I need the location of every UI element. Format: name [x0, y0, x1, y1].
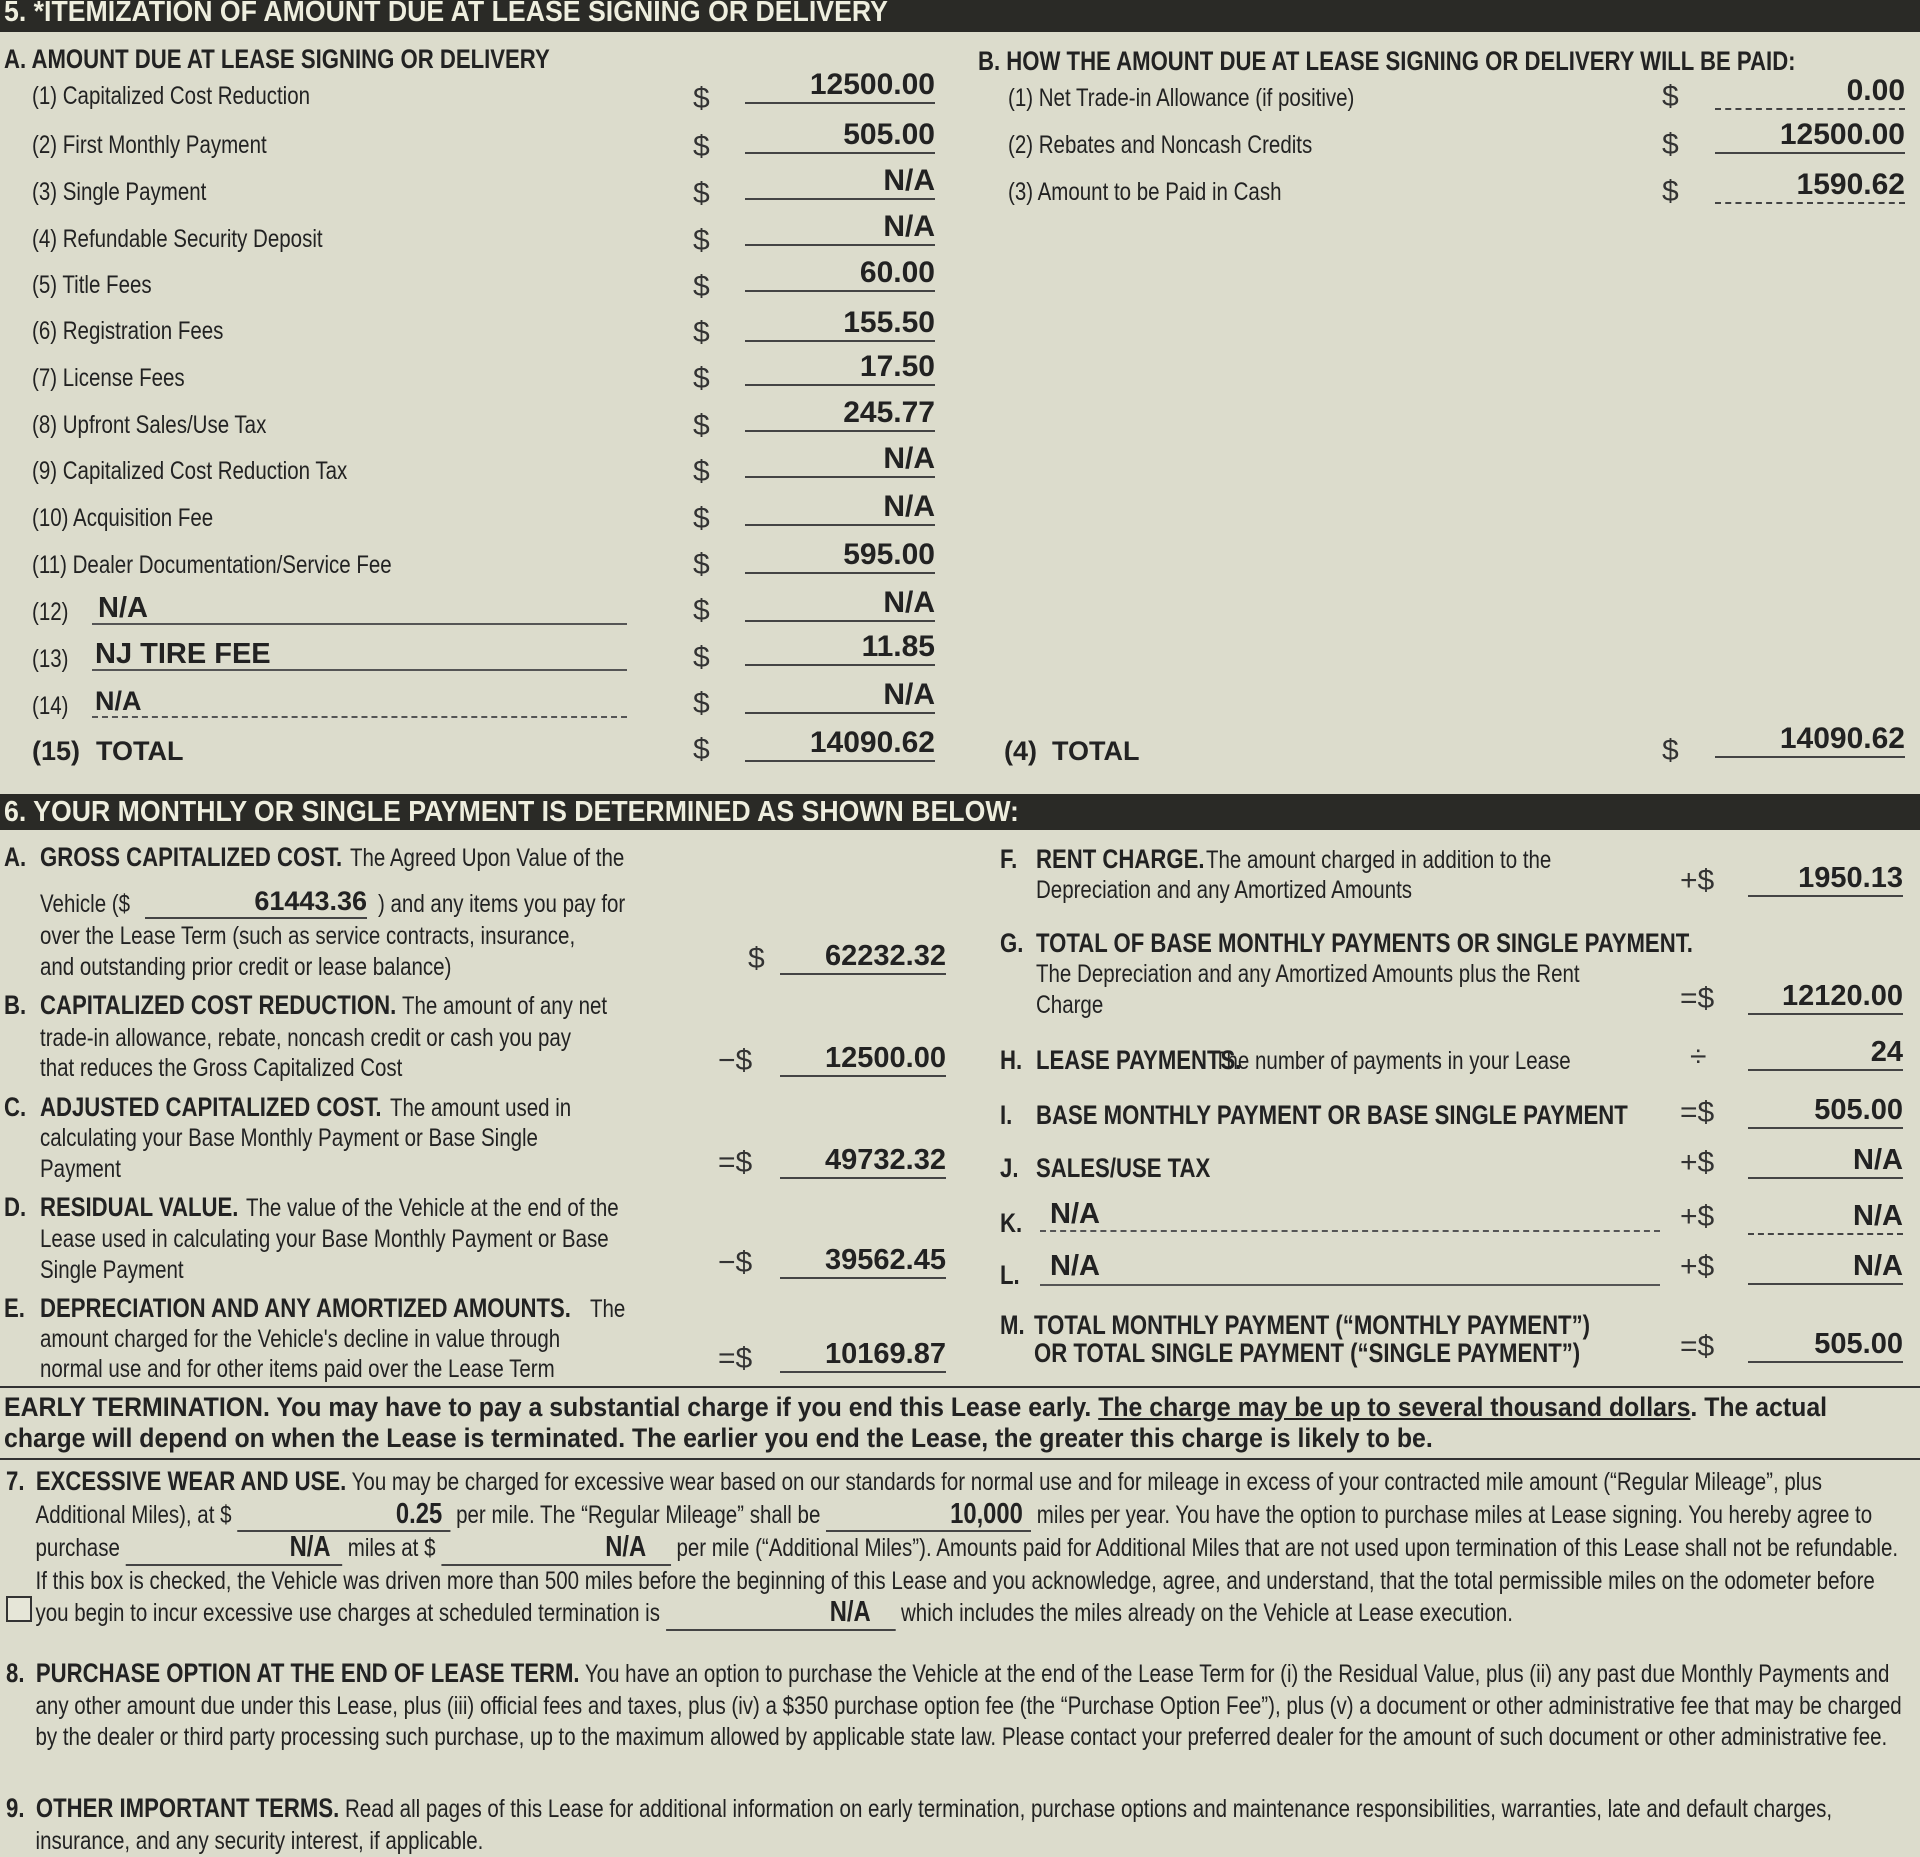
row-value: 60.00: [745, 256, 935, 292]
item-title: DEPRECIATION AND ANY AMORTIZED AMOUNTS.: [40, 1293, 571, 1323]
row-label: (3) Amount to be Paid in Cash: [1008, 178, 1282, 206]
row-value: 17.50: [745, 350, 935, 386]
item-title: TOTAL MONTHLY PAYMENT (“MONTHLY PAYMENT”): [1034, 1310, 1591, 1340]
item-text: amount charged for the Vehicle's decline in value through: [40, 1325, 561, 1353]
item-value: 62232.32: [780, 940, 946, 975]
item-value: 49732.32: [780, 1144, 946, 1179]
description-line: [1040, 1284, 1660, 1286]
row-value: 155.50: [745, 306, 935, 342]
row-label: (7) License Fees: [32, 364, 185, 392]
row-value: 12500.00: [745, 68, 935, 104]
item-value: N/A: [1748, 1144, 1903, 1179]
early-termination-underlined: The charge may be up to several thousand dollars: [1098, 1392, 1691, 1422]
description-line: [92, 623, 627, 625]
row-value: 11.85: [745, 630, 935, 666]
item-letter: I.: [1000, 1100, 1013, 1130]
dollar-sign: $: [693, 316, 710, 349]
row-label: (8) Upfront Sales/Use Tax: [32, 411, 267, 439]
item-value: 505.00: [1748, 1328, 1903, 1363]
item-title: RESIDUAL VALUE.: [40, 1192, 239, 1222]
operator: =$: [1680, 982, 1715, 1015]
section-5a-title: A. AMOUNT DUE AT LEASE SIGNING OR DELIVERY: [4, 44, 550, 74]
divider: [0, 1458, 1920, 1460]
item-title: GROSS CAPITALIZED COST.: [40, 842, 343, 872]
section-number: 7.: [6, 1466, 25, 1496]
item-text: The value of the Vehicle at the end of the: [246, 1194, 619, 1222]
section-title: OTHER IMPORTANT TERMS.: [35, 1793, 340, 1823]
item-letter: B.: [4, 990, 27, 1020]
early-termination-notice: [4, 1392, 1899, 1454]
purchase-rate: N/A: [441, 1532, 671, 1566]
item-value: N/A: [1748, 1200, 1903, 1235]
item-letter: A.: [4, 842, 27, 872]
mileage-rate: 0.25: [237, 1499, 450, 1533]
row-value: 12500.00: [1715, 118, 1905, 154]
item-title: BASE MONTHLY PAYMENT OR BASE SINGLE PAYMENT: [1036, 1100, 1628, 1130]
row-label: (4) Refundable Security Deposit: [32, 225, 323, 253]
dollar-sign: $: [693, 687, 710, 720]
item-letter: H.: [1000, 1045, 1023, 1075]
item-letter: F.: [1000, 844, 1018, 874]
row-value: N/A: [745, 442, 935, 478]
row-description: NJ TIRE FEE: [95, 638, 271, 670]
item-text: The amount charged in addition to the: [1206, 846, 1552, 874]
item-text: The Depreciation and any Amortized Amounts plus the Rent: [1036, 960, 1580, 988]
divider: [0, 1386, 1920, 1388]
dollar-sign: $: [1662, 734, 1679, 767]
item-letter: L.: [1000, 1260, 1020, 1290]
section-text: miles at $: [347, 1534, 436, 1562]
item-text: normal use and for other items paid over the Lease Term: [40, 1355, 555, 1383]
row-value: 245.77: [745, 396, 935, 432]
dollar-sign: $: [1662, 175, 1679, 208]
item-letter: C.: [4, 1092, 27, 1122]
row-label: (11) Dealer Documentation/Service Fee: [32, 551, 392, 579]
operator: +$: [1680, 864, 1715, 897]
item-letter: G.: [1000, 928, 1024, 958]
early-termination-text: EARLY TERMINATION. You may have to pay a substantial charge if you end this Lease early.: [4, 1392, 1092, 1422]
total-number: (4): [1004, 736, 1037, 766]
operator: $: [748, 942, 765, 975]
row-number: (12): [32, 598, 69, 626]
row-label: (10) Acquisition Fee: [32, 504, 214, 532]
item-text: Payment: [40, 1155, 121, 1183]
item-title: TOTAL OF BASE MONTHLY PAYMENTS OR SINGLE PAYMENT.: [1036, 928, 1693, 958]
item-letter: M.: [1000, 1310, 1025, 1340]
description-line: [1040, 1230, 1660, 1232]
operator: +$: [1680, 1200, 1715, 1233]
section-5b-title: B. HOW THE AMOUNT DUE AT LEASE SIGNING OR DELIVERY WILL BE PAID:: [978, 46, 1796, 76]
operator: =$: [718, 1342, 753, 1375]
item-letter: J.: [1000, 1153, 1019, 1183]
item-letter: K.: [1000, 1208, 1023, 1238]
dollar-sign: $: [693, 82, 710, 115]
item-title: RENT CHARGE.: [1036, 844, 1205, 874]
section-number: 8.: [6, 1658, 25, 1688]
operator: =$: [1680, 1330, 1715, 1363]
item-value: N/A: [1748, 1250, 1903, 1285]
section-title: PURCHASE OPTION AT THE END OF LEASE TERM.: [35, 1658, 580, 1688]
row-value: 595.00: [745, 538, 935, 574]
item-text: over the Lease Term (such as service contracts, insurance,: [40, 922, 576, 950]
permissible-miles: N/A: [666, 1597, 896, 1631]
item-text: and outstanding prior credit or lease balance): [40, 953, 452, 981]
row-label: (3) Single Payment: [32, 178, 207, 206]
operator: +$: [1680, 1250, 1715, 1283]
section-text: per mile. The “Regular Mileage” shall be: [456, 1500, 821, 1529]
item-text: ) and any items you pay for: [378, 890, 626, 918]
operator: +$: [1680, 1146, 1715, 1179]
item-value: 24: [1748, 1036, 1903, 1071]
item-text: Charge: [1036, 991, 1104, 1019]
dollar-sign: $: [693, 130, 710, 163]
row-value: 505.00: [745, 118, 935, 154]
operator: ÷: [1690, 1040, 1707, 1073]
item-text: calculating your Base Monthly Payment or Base Single: [40, 1124, 538, 1152]
item-value: 10169.87: [780, 1338, 946, 1373]
row-label: (9) Capitalized Cost Reduction Tax: [32, 457, 348, 485]
operator: =$: [1680, 1096, 1715, 1129]
item-text: trade-in allowance, rebate, noncash credit or cash you pay: [40, 1024, 572, 1052]
item-title: OR TOTAL SINGLE PAYMENT (“SINGLE PAYMENT”): [1034, 1338, 1581, 1368]
item-title: SALES/USE TAX: [1036, 1153, 1211, 1183]
dollar-sign: $: [693, 548, 710, 581]
section-number: 9.: [6, 1793, 25, 1823]
section-5-header: 5. *ITEMIZATION OF AMOUNT DUE AT LEASE SIGNING OR DELIVERY: [0, 0, 1920, 32]
excessive-wear-section: [6, 1466, 1908, 1631]
dollar-sign: $: [693, 362, 710, 395]
row-description: N/A: [98, 592, 148, 624]
regular-mileage: 10,000: [826, 1499, 1031, 1533]
item-description: N/A: [1050, 1198, 1100, 1230]
dollar-sign: $: [693, 224, 710, 257]
purchase-option-section: [6, 1658, 1908, 1754]
operator: −$: [718, 1246, 753, 1279]
item-text: The amount used in: [390, 1094, 572, 1122]
item-text: The number of payments in your Lease: [1214, 1047, 1571, 1075]
description-line: [92, 669, 627, 671]
total-number: (15): [32, 736, 81, 766]
section-text: which includes the miles already on the Vehicle at Lease execution.: [900, 1599, 1513, 1627]
item-text: Depreciation and any Amortized Amounts: [1036, 876, 1413, 904]
other-terms-section: [6, 1793, 1908, 1857]
row-description: N/A: [95, 686, 142, 716]
dollar-sign: $: [1662, 80, 1679, 113]
row-value: N/A: [745, 164, 935, 200]
section-text: You have an option to purchase the Vehicle at the end of the Lease Term for (i) the Residual Value, plus (ii) any past due Monthly Payments and any other amount due under this Lease, plus (iii) official fees and taxes, plus (iv) a $350 purchase option fee (the “Purchase Option Fee”), plus (v) a document or other administrative fee that may be charged by the dealer or third party processing such purchase, up to the maximum allowed by applicable state law. Please contact your preferred dealer for the amount of such document or other administrative fee.: [35, 1660, 1902, 1751]
item-description: N/A: [1050, 1250, 1100, 1282]
row-value: N/A: [745, 210, 935, 246]
item-value: 1950.13: [1748, 862, 1903, 897]
row-value: 0.00: [1715, 74, 1905, 110]
item-letter: E.: [4, 1293, 25, 1323]
item-text: Vehicle ($: [40, 890, 131, 918]
row-label: (6) Registration Fees: [32, 317, 224, 345]
item-letter: D.: [4, 1192, 27, 1222]
agreed-value: 61443.36: [145, 886, 367, 919]
dollar-sign: $: [693, 409, 710, 442]
dollar-sign: $: [693, 594, 710, 627]
item-value: 39562.45: [780, 1244, 946, 1279]
total-label: TOTAL: [1052, 736, 1140, 766]
operator: =$: [718, 1146, 753, 1179]
item-title: LEASE PAYMENTS.: [1036, 1045, 1242, 1075]
row-label: (1) Capitalized Cost Reduction: [32, 82, 311, 110]
row-label: (1) Net Trade-in Allowance (if positive): [1008, 84, 1355, 112]
row-value: 1590.62: [1715, 168, 1905, 204]
dollar-sign: $: [693, 502, 710, 535]
prior-miles-checkbox[interactable]: [6, 1596, 32, 1622]
total-label: TOTAL: [96, 736, 184, 766]
item-value: 505.00: [1748, 1094, 1903, 1129]
dollar-sign: $: [693, 270, 710, 303]
row-value: N/A: [745, 678, 935, 714]
dollar-sign: $: [1662, 128, 1679, 161]
dollar-sign: $: [693, 733, 710, 766]
item-text: Lease used in calculating your Base Monthly Payment or Base: [40, 1225, 609, 1253]
total-value: 14090.62: [1715, 722, 1905, 758]
item-title: CAPITALIZED COST REDUCTION.: [40, 990, 397, 1020]
item-text: The amount of any net: [402, 992, 608, 1020]
item-text: Single Payment: [40, 1256, 184, 1284]
section-text: Read all pages of this Lease for additional information on early termination, purchase options and maintenance responsibilities, warranties, late and default charges, insurance, and any security interest, if applicable.: [35, 1795, 1833, 1855]
section-title: EXCESSIVE WEAR AND USE.: [35, 1466, 347, 1496]
item-text: The: [590, 1295, 626, 1323]
dollar-sign: $: [693, 177, 710, 210]
item-text: that reduces the Gross Capitalized Cost: [40, 1054, 403, 1082]
early-termination-text-end: . The actual charge will depend on when the Lease is terminated. The earlier you end the Lease, the greater this charge is likely to be.: [4, 1392, 1828, 1453]
item-title: ADJUSTED CAPITALIZED COST.: [40, 1092, 382, 1122]
purchase-miles: N/A: [126, 1532, 342, 1566]
total-value: 14090.62: [745, 726, 935, 762]
row-value: N/A: [745, 490, 935, 526]
row-label: (2) First Monthly Payment: [32, 131, 267, 159]
section-text: miles per year. You have the option to purchase miles at Lease signing. You hereby agree to purchase: [35, 1500, 1873, 1562]
item-value: 12500.00: [780, 1042, 946, 1077]
dollar-sign: $: [693, 641, 710, 674]
description-line: [92, 716, 627, 718]
section-text: If this box is checked, the Vehicle was driven more than 500 miles before the beginning of this Lease and you acknowledge, agree, and understand, that the total permissible miles on the odometer before you begin to incur excessive use charges at scheduled termination is: [35, 1566, 1875, 1627]
row-value: N/A: [745, 586, 935, 622]
section-text: You may be charged for excessive wear based on our standards for normal use and for mileage in excess of your contracted mile amount (“Regular Mileage”, plus Additional Miles), at $: [35, 1468, 1822, 1529]
item-text: The Agreed Upon Value of the: [350, 844, 625, 872]
section-text: per mile (“Additional Miles”). Amounts paid for Additional Miles that are not used upon termination of this Lease shall not be refundable.: [676, 1534, 1899, 1562]
row-label: (2) Rebates and Noncash Credits: [1008, 131, 1313, 159]
operator: −$: [718, 1044, 753, 1077]
section-6-header: 6. YOUR MONTHLY OR SINGLE PAYMENT IS DETERMINED AS SHOWN BELOW:: [0, 794, 1920, 830]
row-label: (5) Title Fees: [32, 271, 152, 299]
row-number: (14): [32, 692, 69, 720]
row-number: (13): [32, 645, 69, 673]
dollar-sign: $: [693, 455, 710, 488]
item-value: 12120.00: [1748, 980, 1903, 1015]
